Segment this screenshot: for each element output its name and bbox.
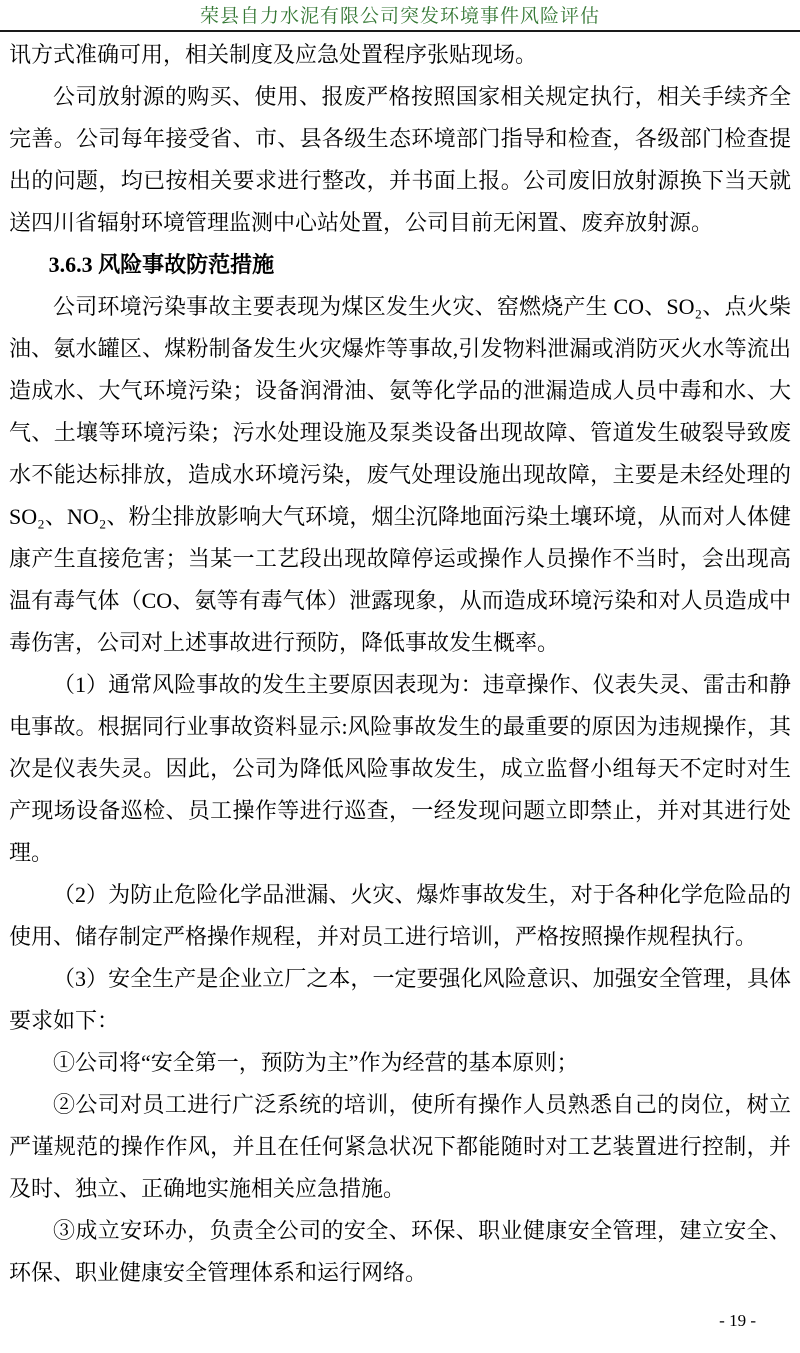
paragraph-subitem-3: ③成立安环办，负责全公司的安全、环保、职业健康安全管理，建立安全、环保、职业健康安全管理体系和运行网络。 xyxy=(9,1218,791,1285)
paragraph-item-3: （3）安全生产是企业立厂之本，一定要强化风险意识、加强安全管理，具体要求如下： xyxy=(9,966,791,1033)
header-title: 荣县自力水泥有限公司突发环境事件风险评估 xyxy=(199,6,600,27)
section-heading: 3.6.3 风险事故防范措施 xyxy=(48,252,275,277)
paragraph-item-2: （2）为防止危险化学品泄漏、火灾、爆炸事故发生，对于各种化学危险品的使用、储存制定严格操作规程，并对员工进行培训，严格按照操作规程执行。 xyxy=(9,882,791,949)
paragraph-radiation-source: 公司放射源的购买、使用、报废严格按照国家相关规定执行，相关手续齐全完善。公司每年接受省、市、县各级生态环境部门指导和检查，各级部门检查提出的问题，均已按相关要求进行整改，并书面上报。公司废旧放射源换下当天就送四川省辐射环境管理监测中心站处置，公司目前无闲置、废弃放射源。 xyxy=(9,84,791,235)
paragraph-item-1: （1）通常风险事故的发生主要原因表现为：违章操作、仪表失灵、雷击和静电事故。根据同行业事故资料显示:风险事故发生的最重要的原因为违规操作，其次是仪表失灵。因此，公司为降低风险事故发生，成立监督小组每天不定时对生产现场设备巡检、员工操作等进行巡查，一经发现问题立即禁止，并对其进行处理。 xyxy=(9,672,791,865)
paragraph-subitem-1: ①公司将“安全第一，预防为主”作为经营的基本原则； xyxy=(53,1050,579,1075)
page-footer xyxy=(719,1311,756,1331)
paragraph-pollution-accidents: 公司环境污染事故主要表现为煤区发生火灾、窑燃烧产生 CO、SO₂、点火柴油、氨水罐区、煤粉制备发生火灾爆炸等事故,引发物料泄漏或消防灭火水等流出造成水、大气环境污染；设备润滑油、氨等化学品的泄漏造成人员中毒和水、大气、土壤等环境污染；污水处理设施及泵类设备出现故障、管道发生破裂导致废水不能达标排放，造成水环境污染，废气处理设施出现故障，主要是未经处理的 SO₂、NO₂、粉尘排放影响大气环境，烟尘沉降地面污染土壤环境，从而对人体健康产生直接危害；当某一工艺段出现故障停运或操作人员操作不当时，会出现高温有毒气体（CO、氨等有毒气体）泄露现象，从而造成环境污染和对人员造成中毒伤害，公司对上述事故进行预防，降低事故发生概率。 xyxy=(9,294,791,655)
paragraph-subitem-2: ②公司对员工进行广泛系统的培训，使所有操作人员熟悉自己的岗位，树立严谨规范的操作作风，并且在任何紧急状况下都能随时对工艺装置进行控制，并及时、独立、正确地实施相关应急措施。 xyxy=(9,1092,791,1201)
document-content xyxy=(0,32,800,1294)
page-number: - 19 - xyxy=(719,1311,756,1330)
paragraph-continuation: 讯方式准确可用，相关制度及应急处置程序张贴现场。 xyxy=(9,42,538,67)
page-header xyxy=(0,0,800,32)
